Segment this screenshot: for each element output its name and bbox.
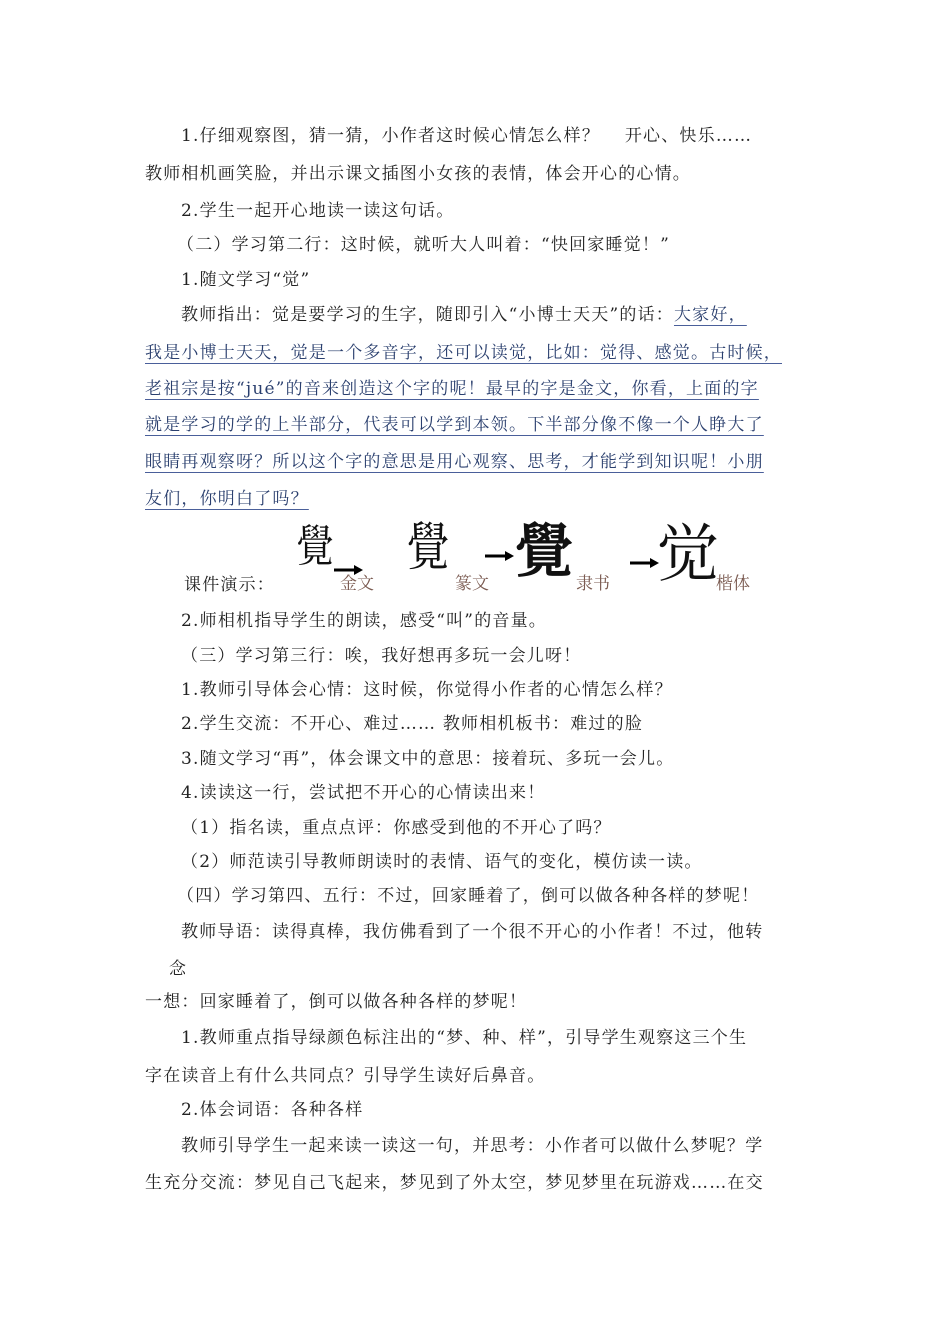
line-teacher-point: 教师指出：觉是要学习的生字，随即引入“小博士天天”的话：大家好， [181, 305, 747, 325]
line-named-reading: （1）指名读，重点点评：你感受到他的不开心了吗？ [181, 818, 612, 838]
glyph-clerical-script: 覺 [515, 517, 575, 585]
arrow-icon [483, 549, 515, 563]
line-guide-reading: 2.师相机指导学生的朗读，感受“叫”的音量。 [181, 611, 548, 631]
line-read-row: 4.读读这一行，尝试把不开心的心情读出来！ [181, 783, 546, 803]
line-teacher-intro: 教师导语：读得真棒，我仿佛看到了一个很不开心的小作者！不过，他转 [181, 922, 764, 942]
line-learn-jue: 1.随文学习“觉” [181, 270, 311, 290]
line-students-share: 2.学生交流：不开心、难过…… 教师相机板书：难过的脸 [181, 714, 644, 734]
line-feel-mood: 1.教师引导体会心情：这时候，你觉得小作者的心情怎么样？ [181, 680, 673, 700]
line-nasal-sound: 字在读音上有什么共同点？引导学生读好后鼻音。 [145, 1066, 546, 1086]
line-step2-read: 2.学生一起开心地读一读这句话。 [181, 201, 455, 221]
line-phrase: 2.体会词语：各种各样 [181, 1100, 364, 1120]
line-step1-observe: 1.仔细观察图，猜一猜，小作者这时候心情怎么样？ 开心、快乐…… [181, 126, 753, 146]
line-nian: 念 [169, 959, 188, 979]
quote-line-3: 就是学习的学的上半部分，代表可以学到本领。下半部分像不像一个人睁大了 [145, 415, 764, 435]
line-teacher-guide: 教师引导学生一起来读一读这一句，并思考：小作者可以做什么梦呢？学 [181, 1136, 764, 1156]
heading-section-two: （二）学习第二行：这时候，就听大人叫着：“快回家睡觉！” [177, 235, 670, 255]
caption-regular: 楷体 [716, 574, 750, 594]
caption-seal: 篆文 [455, 574, 489, 594]
line-teacher-smile: 教师相机画笑脸，并出示课文插图小女孩的表情，体会开心的心情。 [145, 164, 691, 184]
glyph-seal-script: 覺 [406, 518, 451, 578]
caption-clerical: 隶书 [576, 574, 610, 594]
demo-label: 课件演示： [184, 575, 275, 595]
quote-line-5: 友们，你明白了吗？ [145, 489, 309, 509]
arrow-icon [628, 556, 660, 570]
glyph-bronze-script: 覺 [296, 521, 335, 572]
line-green-chars: 1.教师重点指导绿颜色标注出的“梦、种、样”，引导学生观察这三个生 [181, 1028, 748, 1048]
line-learn-zai: 3.随文学习“再”，体会课文中的意思：接着玩、多玩一会儿。 [181, 749, 675, 769]
heading-section-three: （三）学习第三行：唉，我好想再多玩一会儿呀！ [181, 646, 582, 666]
line-exchange: 生充分交流：梦见自己飞起来，梦见到了外太空，梦见梦里在玩游戏……在交 [145, 1173, 764, 1193]
line-think: 一想：回家睡着了，倒可以做各种各样的梦呢！ [145, 992, 528, 1012]
caption-bronze: 金文 [340, 574, 374, 594]
quote-line-4: 眼睛再观察呀？所以这个字的意思是用心观察、思考，才能学到知识呢！小朋 [145, 452, 764, 472]
quote-line-1: 我是小博士天天，觉是一个多音字，还可以读觉，比如：觉得、感觉。古时候， [145, 343, 782, 363]
glyph-regular-script: 觉 [657, 517, 721, 590]
line-model-reading: （2）师范读引导教师朗读时的表情、语气的变化，模仿读一读。 [181, 852, 703, 872]
quote-line-2: 老祖宗是按“jué”的音来创造这个字的呢！最早的字是金文，你看，上面的字 [145, 379, 759, 399]
quote-start: 大家好， [673, 305, 747, 325]
heading-section-four: （四）学习第四、五行：不过，回家睡着了，倒可以做各种各样的梦呢！ [177, 886, 760, 906]
